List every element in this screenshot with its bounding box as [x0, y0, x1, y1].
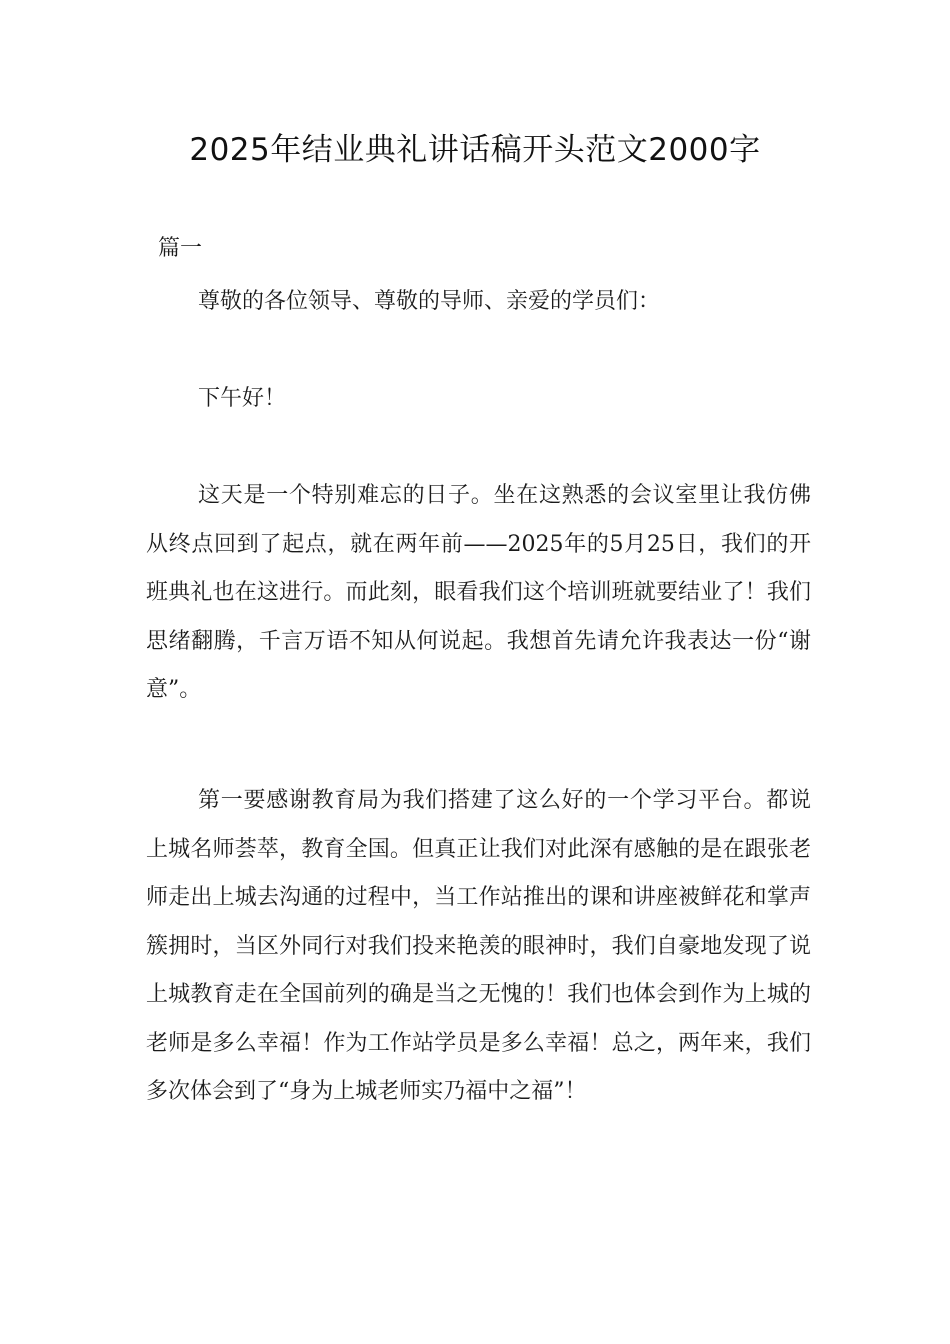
paragraph-good-afternoon: 下午好！ — [198, 386, 287, 411]
document-title: 2025年结业典礼讲话稿开头范文2000字 — [189, 132, 761, 168]
paragraph-thanks: 第一要感谢教育局为我们搭建了这么好的一个学习平台。都说上城名师荟萃，教育全国。但真正让我们对此深有感触的是在跟张老师走出上城去沟通的过程中，当工作站推出的课和讲座被鲜花和掌声簇拥时，当区外同行对我们投来艳羡的眼神时，我们自豪地发现了说上城教育走在全国前列的确是当之无愧的！我们也体会到作为上城的老师是多么幸福！作为工作站学员是多么幸福！总之，两年来，我们多次体会到了“身为上城老师实乃福中之福”！ — [146, 788, 811, 1104]
paragraph-memorable-day: 这天是一个特别难忘的日子。坐在这熟悉的会议室里让我仿佛从终点回到了起点，就在两年前——2025年的5月25日，我们的开班典礼也在这进行。而此刻，眼看我们这个培训班就要结业了！我们思绪翻腾，千言万语不知从何说起。我想首先请允许我表达一份“谢意”。 — [146, 483, 811, 702]
paragraph-greeting: 尊敬的各位领导、尊敬的导师、亲爱的学员们： — [198, 289, 661, 314]
section-label: 篇一 — [158, 236, 203, 261]
